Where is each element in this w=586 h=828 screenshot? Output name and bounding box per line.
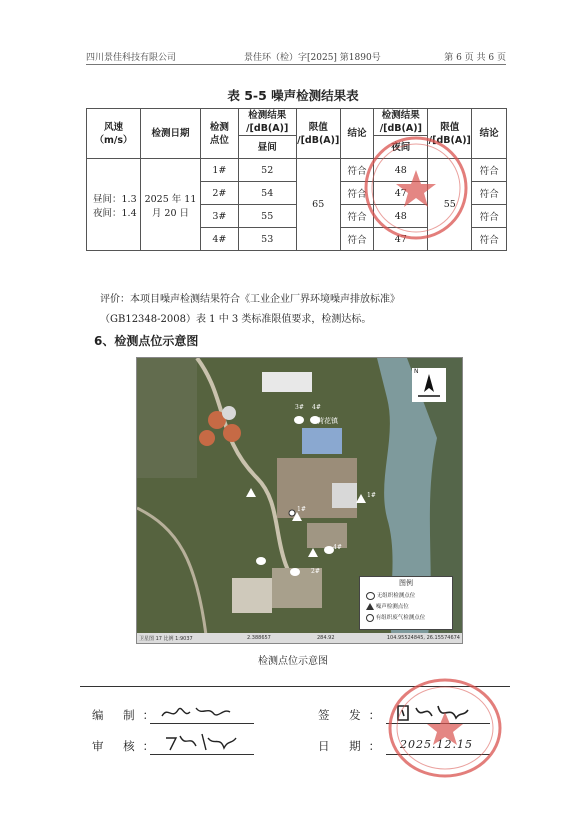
map-label-2: 2# (311, 568, 320, 575)
map-label-3: 3# (295, 404, 304, 411)
night-conclusion-cell: 符合 (472, 159, 507, 182)
noise-point-marker (356, 494, 366, 503)
date-cell: 2025 年 11 月 20 日 (140, 159, 200, 251)
reviewed-signature (162, 730, 242, 756)
noise-point-marker (308, 548, 318, 557)
compass-icon (412, 368, 446, 402)
issued-label: 签 发： (318, 708, 389, 722)
sampling-point-marker (290, 568, 300, 576)
map-label-site: 荷花镇 (317, 417, 338, 425)
legend-title: 图例 (399, 579, 413, 587)
night-conclusion-cell: 符合 (472, 205, 507, 228)
header-page: 第 6 页 共 6 页 (444, 53, 506, 63)
map-label-1: 1# (367, 492, 376, 499)
day-value-cell: 54 (238, 182, 296, 205)
day-value-cell: 53 (238, 228, 296, 251)
header-company: 四川景佳科技有限公司 (86, 53, 177, 63)
day-conclusion-cell: 符合 (340, 228, 374, 251)
night-value-cell: 48 (374, 205, 428, 228)
header-night-sub: 夜间 (374, 136, 428, 159)
evaluation-text (100, 290, 500, 330)
day-value-cell: 52 (238, 159, 296, 182)
legend-circle-icon (366, 592, 375, 600)
day-value-cell: 55 (238, 205, 296, 228)
day-conclusion-cell: 符合 (340, 182, 374, 205)
map-label-a: 1# (297, 506, 306, 513)
map-caption: 检测点位示意图 (258, 656, 328, 667)
noise-point-marker (246, 488, 256, 497)
header-wind: 风速 （m/s） (87, 109, 141, 159)
sampling-point-marker (294, 416, 304, 424)
wind-cell: 昼间：1.3 夜间：1.4 (87, 159, 141, 251)
header-conclusion-night: 结论 (472, 109, 507, 159)
map-label-4: 4# (312, 404, 321, 411)
legend-item-1: 无组织检测点位 (376, 593, 416, 599)
night-conclusion-cell: 符合 (472, 182, 507, 205)
point-cell: 4# (201, 228, 239, 251)
header-limit-night: 限值 /[dB(A)] (428, 109, 472, 159)
header-date: 检测日期 (140, 109, 200, 159)
point-cell: 3# (201, 205, 239, 228)
inspection-stamp-signature (386, 676, 504, 780)
status-scale: 卫星图 17 比例 1:9037 (139, 636, 193, 642)
header-report-no: 景佳环（检）字[2025] 第1890号 (244, 53, 381, 63)
legend-item-3: 有组织废气检测点位 (375, 615, 426, 621)
reviewed-label: 审 核： (92, 739, 163, 753)
north-label: N (414, 368, 419, 375)
evaluation-line-2: （GB12348-2008）表 1 中 3 类标准限值要求，检测达标。 (100, 314, 372, 325)
limit-night-cell: 55 (428, 159, 472, 251)
monitoring-point-map (136, 357, 463, 644)
prepared-signature (158, 702, 238, 724)
status-right: 284.92 (317, 635, 335, 641)
header-day-sub: 昼间 (238, 136, 296, 159)
header-limit-day: 限值 /[dB(A)] (296, 109, 340, 159)
night-value-cell: 48 (374, 159, 428, 182)
legend-triangle-icon (366, 603, 374, 610)
point-cell: 2# (201, 182, 239, 205)
table-title: 表 5-5 噪声检测结果表 (227, 88, 359, 103)
day-conclusion-cell: 符合 (340, 205, 374, 228)
header-result-day: 检测结果 /[dB(A)] (238, 109, 296, 136)
evaluation-line-1: 评价：本项目噪声检测结果符合《工业企业厂界环境噪声排放标准》 (100, 294, 400, 305)
point-cell: 1# (201, 159, 239, 182)
map-legend (359, 576, 453, 630)
night-value-cell: 47 (374, 182, 428, 205)
sampling-point-marker (256, 557, 266, 565)
night-conclusion-cell: 符合 (472, 228, 507, 251)
header-point: 检测 点位 (201, 109, 239, 159)
north-arrow (412, 368, 446, 402)
legend-ring-icon (366, 614, 374, 622)
section-title: 6、检测点位示意图 (94, 334, 199, 348)
status-mid: 2.388657 (247, 635, 271, 641)
map-label-b: 4# (333, 544, 342, 551)
date-value: 2025.12.15 (400, 738, 473, 751)
status-coords: 104.95524845, 26.15574674 (386, 635, 460, 641)
night-value-cell: 47 (374, 228, 428, 251)
map-status-bar (137, 633, 462, 643)
limit-day-cell: 65 (296, 159, 340, 251)
stack-point-marker (289, 510, 295, 516)
date-label: 日 期： (318, 739, 389, 753)
day-conclusion-cell: 符合 (340, 159, 374, 182)
legend-item-2: 噪声检测点位 (375, 604, 409, 610)
header-result-night: 检测结果 /[dB(A)] (374, 109, 428, 136)
inspection-stamp-table (360, 132, 472, 244)
page-header (86, 50, 506, 65)
header-conclusion-day: 结论 (340, 109, 374, 159)
prepared-label: 编 制： (92, 708, 163, 722)
